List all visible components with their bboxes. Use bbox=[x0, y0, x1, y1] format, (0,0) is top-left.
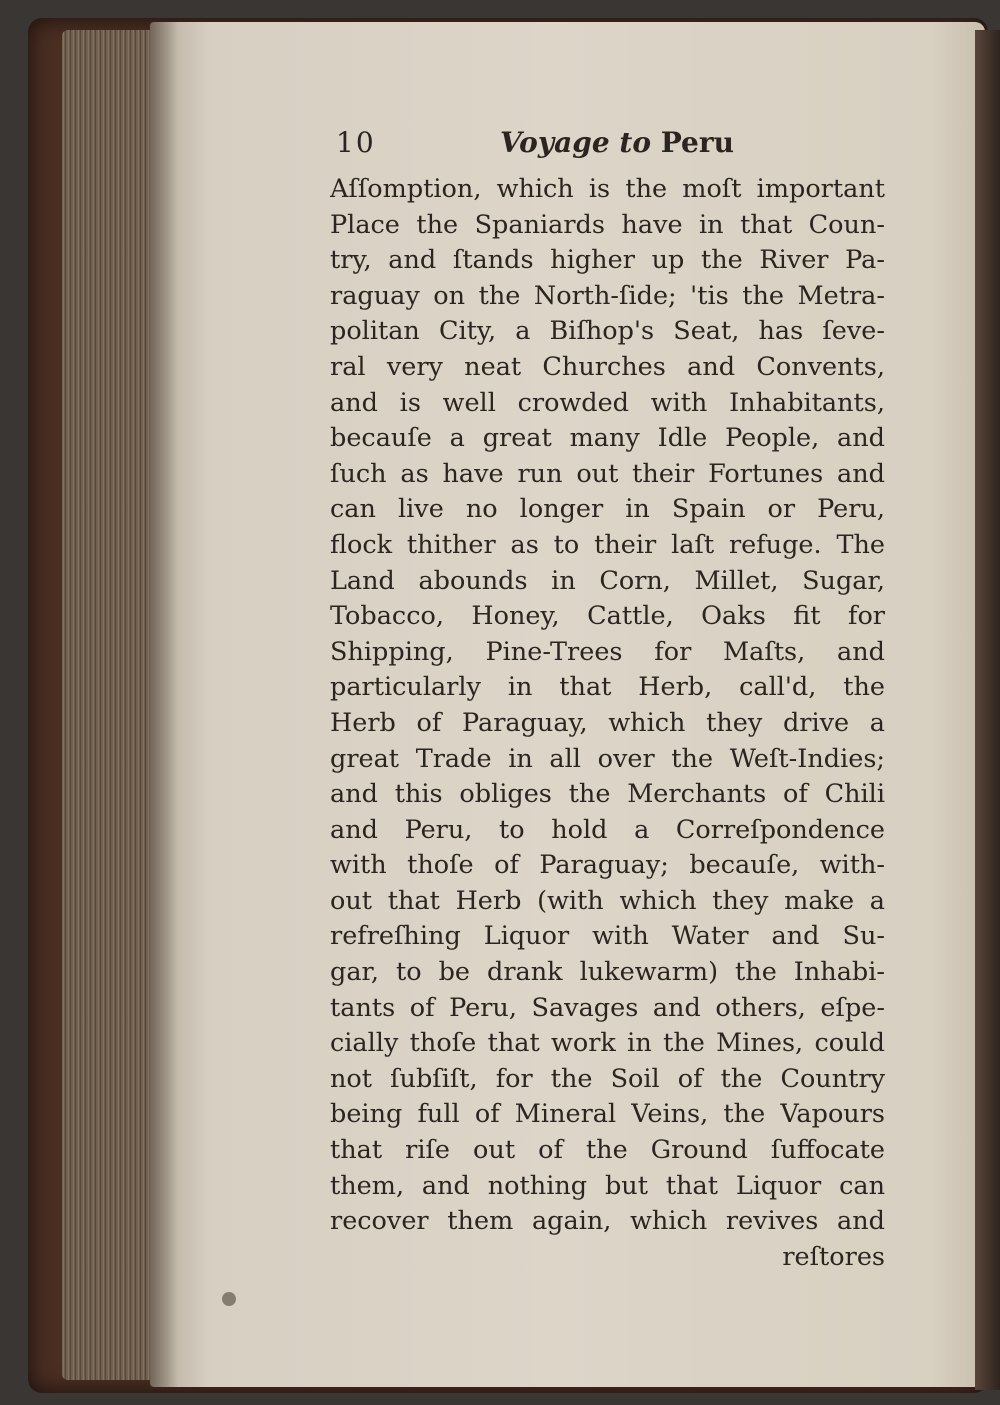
text-line: them, and nothing but that Liquor can bbox=[330, 1170, 885, 1201]
text-line: refreſhing Liquor with Water and Su- bbox=[330, 921, 885, 952]
text-line: Place the Spaniards have in that Coun- bbox=[330, 209, 885, 240]
text-line: Land abounds in Corn, Millet, Sugar, bbox=[330, 565, 885, 596]
text-line: politan City, a Biſhop's Seat, has ſeve- bbox=[330, 316, 885, 347]
text-line: becauſe a great many Idle People, and bbox=[330, 423, 885, 454]
text-line: with thoſe of Paraguay; becauſe, with- bbox=[330, 850, 885, 881]
text-line: and Peru, to hold a Correſpondence bbox=[330, 814, 885, 845]
header-title-italic: Voyage to bbox=[500, 126, 651, 159]
text-line: ſuch as have run out their Fortunes and bbox=[330, 458, 885, 489]
text-line: and is well crowded with Inhabitants, bbox=[330, 387, 885, 418]
text-line: not ſubſiſt, for the Soil of the Country bbox=[330, 1063, 885, 1094]
text-line: raguay on the North-ſide; 'tis the Metra- bbox=[330, 280, 885, 311]
text-line: great Trade in all over the Weſt-Indies; bbox=[330, 743, 885, 774]
text-line: flock thither as to their laſt refuge. The bbox=[330, 529, 885, 560]
text-line: being full of Mineral Veins, the Vapours bbox=[330, 1099, 885, 1130]
header-title-roman: Peru bbox=[660, 126, 734, 159]
text-line: that riſe out of the Ground ſuffocate bbox=[330, 1135, 885, 1166]
text-line: tants of Peru, Savages and others, eſpe- bbox=[330, 992, 885, 1023]
text-line: recover them again, which revives and bbox=[330, 1206, 885, 1237]
catchword: reſtores bbox=[782, 1241, 885, 1272]
text-line: Shipping, Pine-Trees for Maſts, and bbox=[330, 636, 885, 667]
text-line: try, and ſtands higher up the River Pa- bbox=[330, 245, 885, 276]
text-line: Aſſomption, which is the moſt important bbox=[330, 174, 885, 204]
text-line: cially thoſe that work in the Mines, could bbox=[330, 1028, 885, 1059]
paper-spot bbox=[222, 1292, 236, 1306]
text-line: Herb of Paraguay, which they drive a bbox=[330, 707, 885, 738]
page-number: 10 bbox=[336, 126, 376, 159]
text-line: can live no longer in Spain or Peru, bbox=[330, 494, 885, 525]
text-line: ral very neat Churches and Convents, bbox=[330, 351, 885, 382]
page-edges bbox=[62, 30, 162, 1380]
text-line: and this obliges the Merchants of Chili bbox=[330, 779, 885, 810]
running-head bbox=[330, 126, 890, 166]
header-title bbox=[500, 126, 734, 159]
text-line: out that Herb (with which they make a bbox=[330, 885, 885, 916]
text-line: Tobacco, Honey, Cattle, Oaks fit for bbox=[330, 601, 885, 632]
gutter-shadow bbox=[150, 22, 178, 1387]
right-binding bbox=[975, 30, 1000, 1390]
text-line: gar, to be drank lukewarm) the Inhabi- bbox=[330, 957, 885, 988]
text-line: particularly in that Herb, call'd, the bbox=[330, 672, 885, 703]
body-text bbox=[330, 172, 885, 1275]
